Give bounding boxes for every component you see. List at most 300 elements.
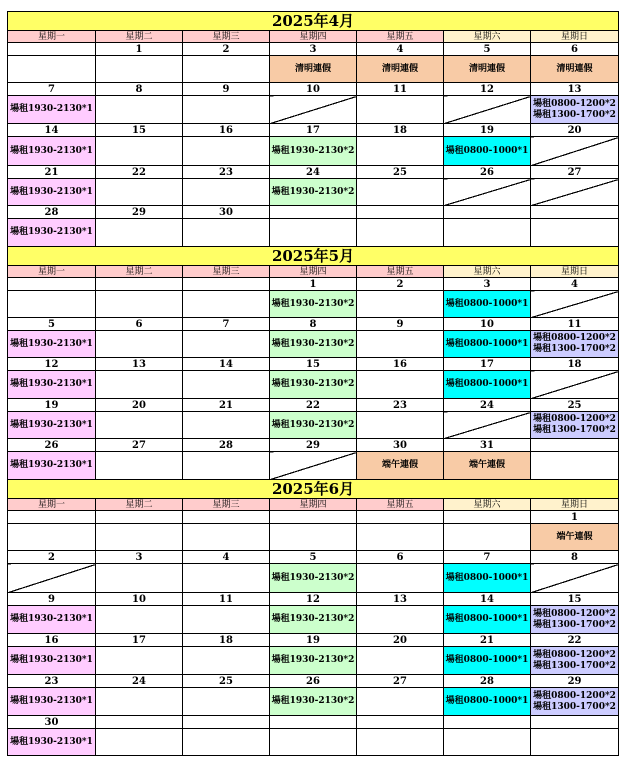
event-cell[interactable] [531,647,619,675]
weekday-header: 星期日 [531,499,619,511]
event-cell[interactable] [444,688,531,716]
date-number-row [8,634,619,647]
event-cell[interactable] [270,137,357,166]
date-number: 2 [8,551,96,564]
date-number: 20 [96,399,183,412]
weekday-header: 星期四 [270,266,357,278]
event-label-secondary: 場租1300-1700*2 [533,425,616,435]
unavailable-cell [444,179,531,206]
empty-cell [357,96,444,124]
date-number: 2 [357,278,444,291]
weekday-header: 星期日 [531,266,619,278]
event-cell[interactable] [357,56,444,83]
event-cell[interactable] [270,564,357,593]
event-label-secondary: 場租1300-1700*2 [533,660,616,671]
empty-cell [96,647,183,675]
event-label: 端午連假 [556,531,593,542]
date-number [183,278,270,291]
event-label: 場租1930-2130*1 [10,145,93,156]
empty-cell [96,524,183,551]
weekday-header: 星期一 [8,266,96,278]
date-number-row [8,439,619,452]
event-cell[interactable] [357,452,444,480]
empty-cell [270,729,357,756]
empty-cell [183,452,270,480]
event-cell[interactable] [270,371,357,399]
event-row [8,331,619,358]
event-label: 場租0800-1000*1 [445,145,529,156]
empty-cell [183,137,270,166]
event-label: 場租1930-2130*2 [271,298,355,309]
date-number: 4 [183,551,270,564]
empty-cell [183,371,270,399]
unavailable-cell [531,137,619,166]
event-label: 清明連假 [294,63,331,74]
event-cell[interactable] [8,331,96,358]
empty-cell [183,331,270,358]
event-label: 場租1930-2130*1 [10,379,93,389]
event-cell[interactable] [531,412,619,439]
unavailable-cell [531,564,619,593]
weekday-header: 星期六 [444,31,531,43]
event-cell[interactable] [8,179,96,206]
weekday-header: 星期五 [357,266,444,278]
date-number: 17 [444,358,531,371]
date-number: 28 [183,439,270,452]
empty-cell [96,291,183,318]
event-label: 場租0800-1000*1 [445,379,529,389]
event-cell[interactable] [270,56,357,83]
date-number: 23 [357,399,444,412]
event-label: 端午連假 [468,460,505,470]
empty-cell [183,729,270,756]
event-label: 場租0800-1000*1 [445,655,529,665]
event-label: 場租1930-2130*1 [10,614,93,624]
event-cell[interactable] [444,371,531,399]
unavailable-cell [270,96,357,124]
event-row [8,524,619,551]
event-label: 清明連假 [468,63,505,74]
date-number: 11 [357,83,444,96]
date-number: 22 [96,166,183,179]
date-number: 12 [444,83,531,96]
date-number-row [8,399,619,412]
empty-cell [444,219,531,247]
empty-cell [96,371,183,399]
date-number: 26 [270,675,357,688]
event-label: 場租1930-2130*1 [10,338,93,349]
weekday-header: 星期二 [96,266,183,278]
empty-cell [96,729,183,756]
event-row [8,219,619,247]
date-number: 9 [183,83,270,96]
date-number: 17 [96,634,183,647]
weekday-header: 星期日 [531,31,619,43]
event-cell[interactable] [531,606,619,634]
empty-cell [183,647,270,675]
event-row [8,729,619,756]
event-cell[interactable] [8,452,96,480]
empty-cell [270,524,357,551]
month-title-row [8,247,619,266]
event-row [8,647,619,675]
date-number: 15 [96,124,183,137]
event-label: 場租1930-2130*2 [271,338,355,349]
empty-cell [8,291,96,318]
event-label: 場租1930-2130*1 [10,186,93,197]
date-number: 21 [183,399,270,412]
date-number: 20 [357,634,444,647]
date-number: 19 [444,124,531,137]
event-cell[interactable] [8,137,96,166]
empty-cell [357,564,444,593]
empty-cell [183,56,270,83]
date-number: 25 [531,399,619,412]
event-label: 清明連假 [381,63,418,74]
empty-cell [96,179,183,206]
date-number [96,278,183,291]
date-number [96,716,183,729]
date-number: 19 [8,399,96,412]
empty-cell [357,524,444,551]
weekday-header: 星期四 [270,31,357,43]
date-number: 14 [444,593,531,606]
weekday-header: 星期六 [444,266,531,278]
empty-cell [357,647,444,675]
month-title-row [8,480,619,499]
month-title: 2025年6月 [8,480,619,499]
event-cell[interactable] [8,647,96,675]
date-number [183,511,270,524]
weekday-header: 星期三 [183,499,270,511]
date-number [444,511,531,524]
event-label-secondary: 場租1300-1700*2 [533,701,616,712]
date-number-row [8,206,619,219]
date-number: 13 [357,593,444,606]
event-label: 場租1930-2130*2 [271,419,355,430]
date-number: 6 [96,318,183,331]
empty-cell [357,688,444,716]
date-number: 15 [270,358,357,371]
weekday-header: 星期五 [357,499,444,511]
empty-cell [8,56,96,83]
event-cell[interactable] [8,688,96,716]
event-label: 場租1930-2130*1 [10,104,93,114]
date-number [531,206,619,219]
event-row [8,291,619,318]
date-number: 24 [96,675,183,688]
empty-cell [96,688,183,716]
empty-cell [183,606,270,634]
date-number [357,511,444,524]
schedule-calendar [7,11,619,756]
empty-cell [183,96,270,124]
date-number: 24 [270,166,357,179]
date-number: 12 [8,358,96,371]
date-number: 11 [531,318,619,331]
date-number: 13 [96,358,183,371]
event-cell[interactable] [531,524,619,551]
weekday-header-row [8,31,619,43]
date-number: 26 [444,166,531,179]
date-number-row [8,551,619,564]
date-number-row [8,358,619,371]
date-number: 22 [531,634,619,647]
date-number: 6 [357,551,444,564]
empty-cell [357,412,444,439]
date-number: 27 [357,675,444,688]
event-label: 場租1930-2130*2 [271,186,355,197]
date-number: 29 [96,206,183,219]
date-number: 28 [8,206,96,219]
event-cell[interactable] [270,291,357,318]
event-label: 場租1930-2130*1 [10,419,93,430]
event-label: 場租1930-2130*2 [271,614,355,624]
empty-cell [357,371,444,399]
date-number: 8 [96,83,183,96]
date-number: 16 [357,358,444,371]
date-number: 30 [357,439,444,452]
date-number: 18 [183,634,270,647]
date-number: 16 [8,634,96,647]
date-number: 8 [531,551,619,564]
event-cell[interactable] [270,331,357,358]
event-row [8,96,619,124]
date-number [8,43,96,56]
date-number-row [8,166,619,179]
weekday-header: 星期五 [357,31,444,43]
date-number-row [8,43,619,56]
date-number [270,511,357,524]
event-cell[interactable] [270,606,357,634]
empty-cell [96,56,183,83]
empty-cell [96,452,183,480]
empty-cell [357,729,444,756]
unavailable-cell [8,564,96,593]
empty-cell [96,137,183,166]
date-number: 10 [270,83,357,96]
event-row [8,452,619,480]
weekday-header: 星期六 [444,499,531,511]
empty-cell [183,412,270,439]
date-number: 2 [183,43,270,56]
date-number: 28 [444,675,531,688]
date-number-row [8,318,619,331]
weekday-header-row [8,266,619,278]
date-number: 18 [531,358,619,371]
weekday-header: 星期三 [183,31,270,43]
empty-cell [96,219,183,247]
date-number: 27 [531,166,619,179]
month-title-row [8,12,619,31]
date-number: 3 [270,43,357,56]
empty-cell [357,331,444,358]
date-number [8,511,96,524]
date-number [270,206,357,219]
event-cell[interactable] [444,291,531,318]
empty-cell [531,729,619,756]
date-number: 21 [444,634,531,647]
date-number [444,716,531,729]
empty-cell [183,524,270,551]
event-cell[interactable] [444,137,531,166]
date-number-row [8,83,619,96]
date-number [96,511,183,524]
date-number: 23 [183,166,270,179]
event-label: 場租1930-2130*2 [271,379,355,389]
event-cell[interactable] [531,331,619,358]
unavailable-cell [270,452,357,480]
unavailable-cell [531,179,619,206]
weekday-header: 星期一 [8,31,96,43]
month-title: 2025年4月 [8,12,619,31]
date-number: 21 [8,166,96,179]
empty-cell [357,606,444,634]
date-number: 26 [8,439,96,452]
event-label: 場租0800-1200*2 [533,649,616,660]
event-row [8,137,619,166]
empty-cell [183,179,270,206]
event-cell[interactable] [8,412,96,439]
weekday-header: 星期二 [96,31,183,43]
event-cell[interactable] [444,606,531,634]
empty-cell [96,564,183,593]
empty-cell [183,291,270,318]
date-number: 10 [444,318,531,331]
empty-cell [531,452,619,480]
event-cell[interactable] [270,647,357,675]
event-cell[interactable] [531,688,619,716]
event-label: 端午連假 [381,460,418,470]
weekday-header: 星期二 [96,499,183,511]
month-title: 2025年5月 [8,247,619,266]
date-number [444,206,531,219]
date-number: 29 [270,439,357,452]
empty-cell [183,219,270,247]
date-number: 31 [444,439,531,452]
weekday-header: 星期一 [8,499,96,511]
event-label-secondary: 場租1300-1700*2 [533,344,616,354]
event-label: 場租1930-2130*1 [10,736,93,747]
event-cell[interactable] [444,331,531,358]
event-label: 場租0800-1200*2 [533,98,616,109]
empty-cell [96,606,183,634]
event-cell[interactable] [8,606,96,634]
date-number [531,439,619,452]
event-cell[interactable] [8,219,96,247]
event-cell[interactable] [8,96,96,124]
event-label: 場租0800-1000*1 [445,572,529,583]
event-cell[interactable] [270,412,357,439]
date-number: 9 [8,593,96,606]
empty-cell [96,331,183,358]
event-label: 場租1930-2130*1 [10,696,93,706]
date-number: 11 [183,593,270,606]
date-number: 30 [183,206,270,219]
event-label: 清明連假 [556,63,593,74]
event-label: 場租0800-1000*1 [445,338,529,349]
empty-cell [531,219,619,247]
date-number [357,206,444,219]
date-number: 8 [270,318,357,331]
unavailable-cell [444,412,531,439]
date-number: 3 [96,551,183,564]
date-number: 7 [444,551,531,564]
date-number: 1 [531,511,619,524]
event-label: 場租1930-2130*1 [10,460,93,470]
event-row [8,606,619,634]
date-number-row [8,278,619,291]
unavailable-cell [444,96,531,124]
empty-cell [8,524,96,551]
event-row [8,412,619,439]
event-cell[interactable] [444,564,531,593]
date-number: 1 [270,278,357,291]
event-cell[interactable] [444,56,531,83]
weekday-header: 星期四 [270,499,357,511]
empty-cell [270,219,357,247]
event-label: 場租0800-1200*2 [533,608,616,619]
date-number: 4 [357,43,444,56]
date-number: 27 [96,439,183,452]
date-number: 24 [444,399,531,412]
empty-cell [183,564,270,593]
event-row [8,371,619,399]
event-label: 場租0800-1000*1 [445,614,529,624]
date-number: 5 [8,318,96,331]
empty-cell [96,96,183,124]
date-number [270,716,357,729]
event-cell[interactable] [444,452,531,480]
date-number: 4 [531,278,619,291]
event-cell[interactable] [531,96,619,124]
date-number: 12 [270,593,357,606]
date-number: 30 [8,716,96,729]
empty-cell [357,137,444,166]
date-number: 20 [531,124,619,137]
date-number [531,716,619,729]
empty-cell [183,688,270,716]
date-number: 25 [183,675,270,688]
event-label: 場租1930-2130*1 [10,227,93,237]
event-cell[interactable] [8,371,96,399]
unavailable-cell [531,291,619,318]
date-number: 5 [444,43,531,56]
date-number: 3 [444,278,531,291]
date-number: 18 [357,124,444,137]
event-label: 場租1930-2130*2 [271,572,355,583]
event-row [8,688,619,716]
date-number-row [8,675,619,688]
event-label-secondary: 場租1300-1700*2 [533,109,616,120]
event-label: 場租0800-1200*2 [533,690,616,701]
date-number: 14 [183,358,270,371]
empty-cell [357,179,444,206]
date-number [8,278,96,291]
event-cell[interactable] [270,688,357,716]
event-cell[interactable] [444,647,531,675]
date-number-row [8,124,619,137]
event-cell[interactable] [270,179,357,206]
event-label: 場租0800-1000*1 [445,696,529,706]
event-label: 場租1930-2130*2 [271,655,355,665]
date-number: 6 [531,43,619,56]
event-label: 場租1930-2130*2 [271,696,355,706]
event-cell[interactable] [8,729,96,756]
event-cell[interactable] [531,56,619,83]
date-number: 29 [531,675,619,688]
empty-cell [357,291,444,318]
